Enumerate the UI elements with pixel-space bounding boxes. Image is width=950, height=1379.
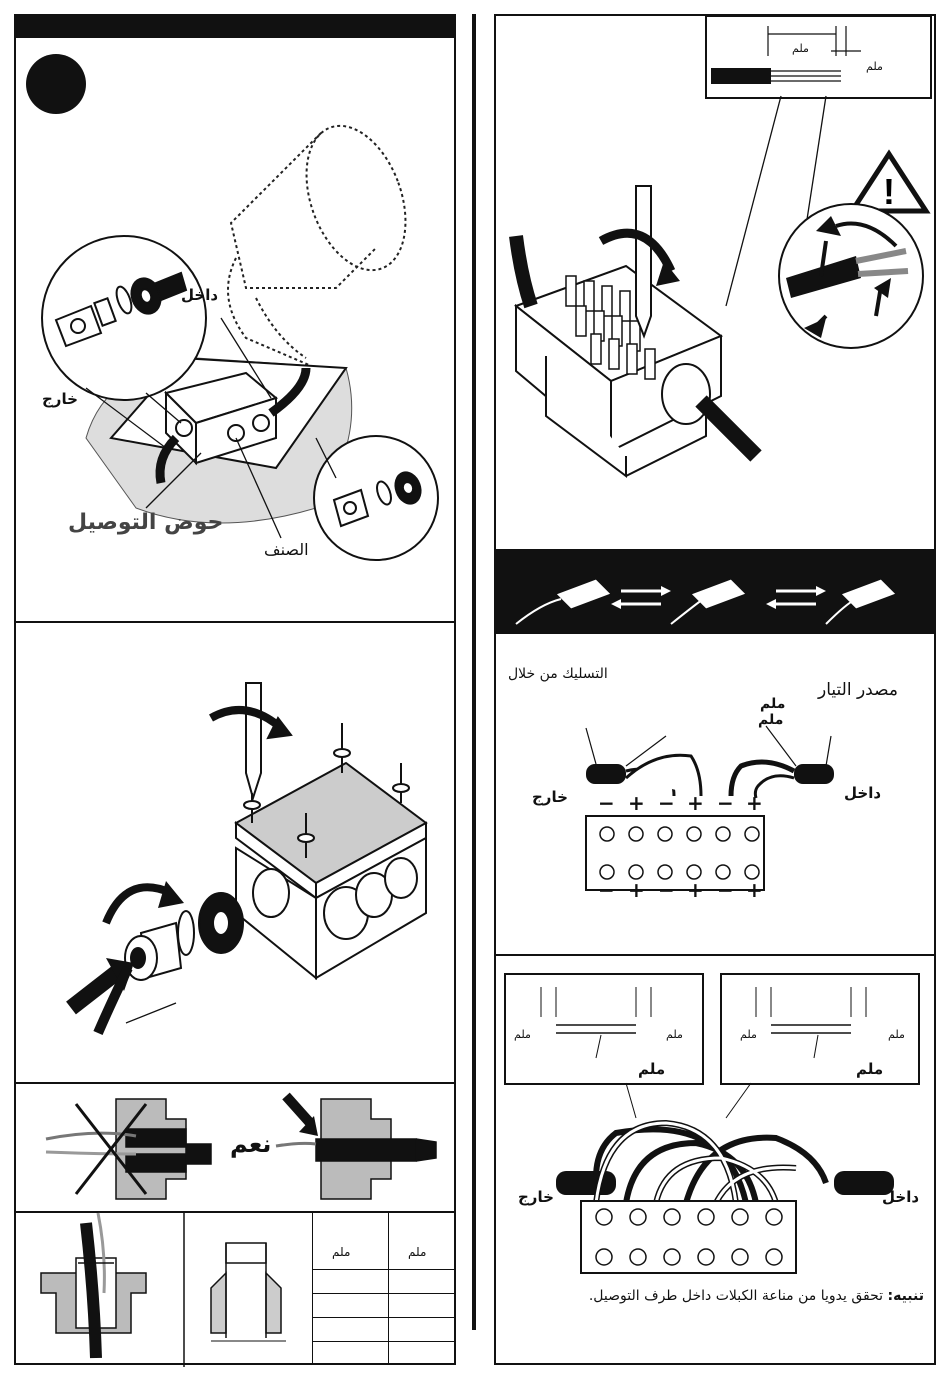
step4-panel xyxy=(14,1211,456,1365)
junction-box-label: حوض التوصيل xyxy=(68,510,224,535)
feed-through-label: التسليك من خلال xyxy=(508,666,608,682)
yes-label: نعم xyxy=(230,1130,272,1158)
polarity-bottom-3: − xyxy=(658,878,675,902)
right-box-mm-bottom: ملم xyxy=(856,1060,884,1078)
bottom-inside-label: داخل xyxy=(882,1188,920,1206)
clamp-label: الصنف xyxy=(264,540,309,559)
polarity-top-6: + xyxy=(746,791,763,815)
connector-sequence-strip xyxy=(496,549,934,634)
bottom-wiring-illustration xyxy=(496,973,938,1273)
polarity-bottom-6: + xyxy=(746,878,763,902)
step2-panel xyxy=(14,621,456,1084)
polarity-bottom-5: − xyxy=(717,878,734,902)
step1-panel xyxy=(14,36,456,623)
step3-panel xyxy=(14,1082,456,1213)
strip-mm-a: ملم xyxy=(792,42,809,55)
right-box-mm-left: ملم xyxy=(740,1028,757,1041)
gland-section-illustration xyxy=(16,1213,316,1367)
polarity-top-1: − xyxy=(598,791,615,815)
polarity-top-5: − xyxy=(717,791,734,815)
left-box-mm-right: ملم xyxy=(666,1028,683,1041)
right-box-mm-right: ملم xyxy=(888,1028,905,1041)
caution-text: تحقق يدويا من مناعة الكبلات داخل طرف التوصيل. xyxy=(588,1288,884,1304)
polarity-top-2: + xyxy=(628,791,645,815)
left-header-bar xyxy=(14,14,456,38)
wiring-mm-a: ملم xyxy=(760,696,786,712)
column-divider xyxy=(472,14,476,1330)
wiring-inside-label: داخل xyxy=(844,784,882,802)
box-assembly-illustration xyxy=(16,623,458,1086)
inside-label: داخل xyxy=(181,286,219,304)
polarity-bottom-1: − xyxy=(598,878,615,902)
polarity-bottom-row xyxy=(592,878,772,902)
polarity-top-row xyxy=(592,791,772,815)
table-header-mm-2: ملم xyxy=(408,1245,427,1259)
outside-label: خارج xyxy=(42,390,78,408)
lamp-junction-illustration xyxy=(16,38,458,625)
strip-mm-b: ملم xyxy=(866,60,883,73)
left-box-mm-bottom: ملم xyxy=(638,1060,666,1078)
power-source-label: مصدر التيار xyxy=(818,680,898,700)
left-box-mm-left: ملم xyxy=(514,1028,531,1041)
caution-note xyxy=(520,1288,924,1304)
bottom-outside-label: خارج xyxy=(518,1188,554,1206)
table-header-mm-1: ملم xyxy=(332,1245,351,1259)
right-section-divider xyxy=(496,954,934,956)
mm-table xyxy=(312,1213,456,1363)
wiring-mm-b: ملم xyxy=(758,712,784,728)
polarity-top-3: − xyxy=(658,791,675,815)
polarity-bottom-4: + xyxy=(687,878,704,902)
terminal-screw-illustration xyxy=(496,16,938,551)
right-panel xyxy=(494,14,936,1365)
wiring-outside-label: خارج xyxy=(532,788,568,806)
caution-label: تنبيه: xyxy=(887,1288,924,1304)
polarity-top-4: + xyxy=(687,791,704,815)
polarity-bottom-2: + xyxy=(628,878,645,902)
svg-text:!: ! xyxy=(883,171,895,212)
